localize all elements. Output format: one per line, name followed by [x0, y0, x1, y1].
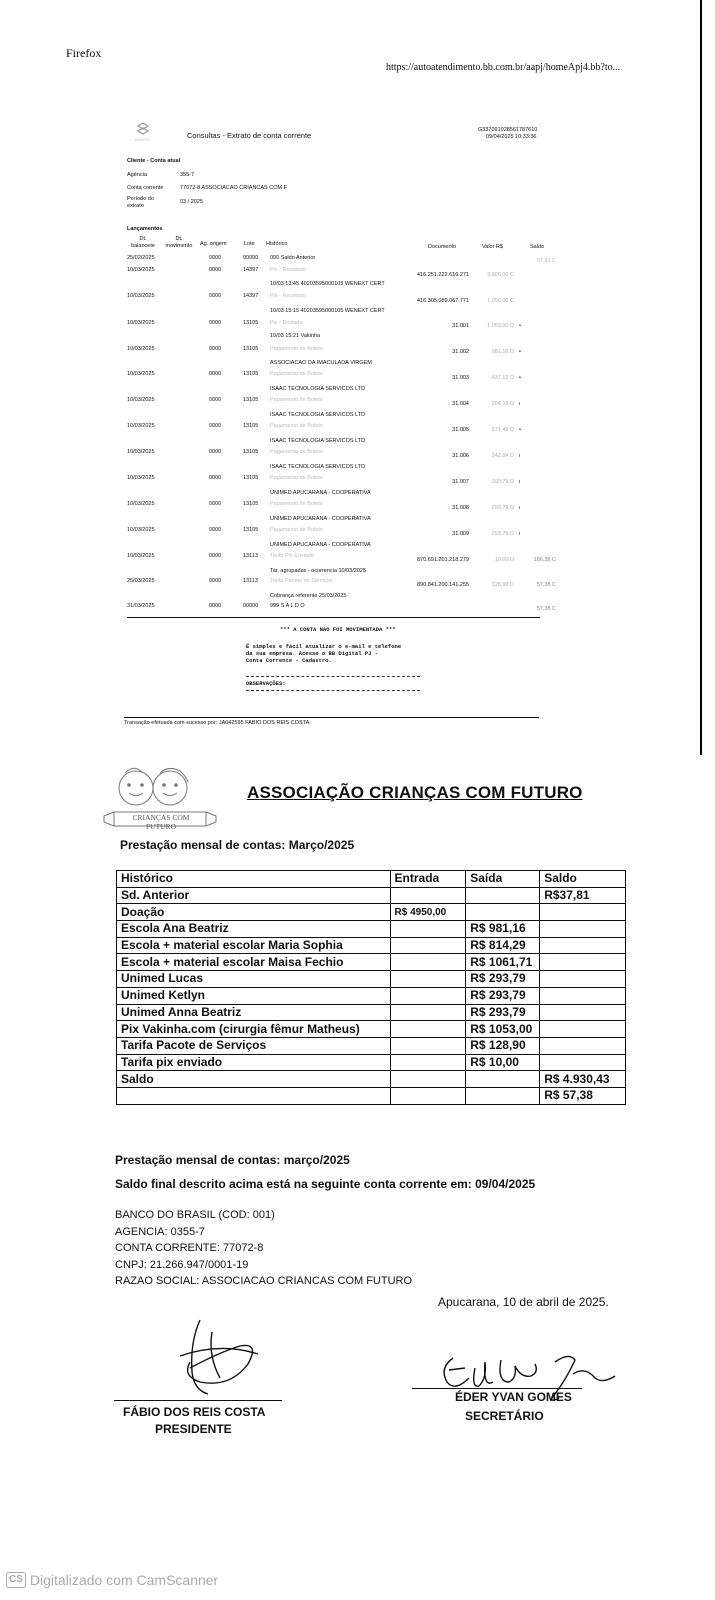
row-history: Pix - Recebido — [270, 293, 306, 299]
row-value: 293,79 D — [491, 479, 514, 485]
row-agency: 0000 — [209, 397, 222, 403]
cell-historico: Saldo — [117, 1071, 391, 1088]
cell-saldo — [540, 937, 626, 954]
row-document: 416.251.222.616.271 — [417, 272, 469, 278]
cell-historico: Tarifa pix enviado — [117, 1054, 391, 1071]
row-history: Pix - Enviado — [270, 320, 303, 326]
row-history: 000 Saldo Anterior — [270, 255, 316, 261]
cell-saida: R$ 814,29 — [466, 937, 540, 954]
cell-saida: R$ 128,90 — [466, 1037, 540, 1054]
statement-row: 10/03/2025 0000 13105 Pagamento de Boleto 31.007 293,79 D ı UNIMED APUCARANA - COOPERATIVA — [127, 475, 521, 496]
row-lot: 13105 — [243, 527, 259, 533]
svg-text:BANCO: BANCO — [135, 137, 150, 142]
col-historico: Histórico — [266, 241, 288, 247]
place-date: Apucarana, 10 de abril de 2025. — [438, 1295, 609, 1309]
row-document: 870.691.201.218.279 — [417, 557, 469, 563]
row-date: 25/03/2025 — [127, 578, 155, 584]
signer-2-role: SECRETÁRIO — [465, 1409, 544, 1423]
table-row — [117, 904, 626, 921]
row-lot: 13105 — [243, 346, 259, 352]
row-history: Pagamento de Boleto — [270, 501, 323, 507]
bank-line: BANCO DO BRASIL (COD: 001) — [115, 1209, 275, 1221]
bank-line: AGENCIA: 0355-7 — [115, 1225, 205, 1238]
statement-row: 10/03/2025 0000 13105 Pagamento de Boleto 31.002 981,16 D • ASSOCIACAO DA IMACULADA VIRGEM — [127, 346, 521, 366]
row-date: 10/03/2025 — [127, 449, 155, 455]
row-history: 999 S A L D O — [270, 603, 305, 609]
report-subtitle: Prestação mensal de contas: Março/2025 — [120, 838, 355, 852]
row-agency: 0000 — [209, 527, 222, 533]
row-balance: 57,38 C — [536, 606, 556, 612]
row-history: Tarifa Pacote de Serviços — [270, 578, 333, 584]
table-row — [117, 1054, 626, 1071]
row-document: 416.305.089.067.771 — [417, 298, 469, 304]
row-detail: UNIMED APUCARANA - COOPERATIVA — [270, 516, 371, 522]
camscanner-watermark — [6, 1571, 218, 1589]
table-row — [117, 1071, 626, 1088]
row-lot: 13105 — [243, 423, 259, 429]
cell-entrada — [390, 971, 466, 988]
row-agency: 0000 — [209, 423, 222, 429]
cell-saida: R$ 1061,71 — [466, 954, 540, 971]
report-line-1: Prestação mensal de contas: março/2025 — [115, 1153, 350, 1167]
cell-saida — [466, 1071, 540, 1088]
col-ag-origem: Ag. origem — [200, 241, 227, 247]
cell-entrada: R$ 4950,00 — [390, 904, 466, 921]
row-history: Pagamento de Boleto — [270, 475, 323, 481]
col-valor: Valor R$ — [482, 244, 503, 250]
row-date: 10/03/2025 — [127, 423, 155, 429]
info-line-3: Conta Corrente - Cadastro. — [246, 657, 332, 664]
row-history: Pix - Recebido — [270, 267, 306, 273]
cell-historico: Unimed Anna Beatriz — [117, 1004, 391, 1021]
row-detail: Tar. agrupadas - ocorrencia 10/03/2025 — [270, 568, 367, 574]
cell-saida: R$ 1053,00 — [466, 1021, 540, 1038]
table-row — [117, 937, 626, 954]
col-documento: Documento — [428, 244, 457, 250]
cell-entrada — [390, 1087, 466, 1104]
cell-entrada — [390, 1054, 466, 1071]
statement-row: 10/03/2025 0000 13105 Pagamento de Boleto 31.003 437,12 D • ISAAC TECNOLOGIA SERVICOS LTD — [127, 371, 521, 392]
row-value: 571,45 D — [491, 427, 514, 433]
row-lot: 13113 — [243, 553, 258, 559]
cell-entrada — [390, 1071, 466, 1088]
signature-line — [412, 1388, 582, 1389]
bank-details — [115, 1207, 412, 1290]
cell-saldo — [540, 904, 626, 921]
row-date: 10/03/2025 — [127, 475, 155, 481]
row-date: 10/03/2025 — [127, 346, 155, 352]
row-history: Pagamento de Boleto — [270, 371, 323, 377]
table-header-row — [117, 871, 626, 888]
header-historico: Histórico — [117, 871, 391, 888]
row-agency: 0000 — [209, 553, 222, 559]
logo-text: CRIANÇAS COM FUTURO — [132, 813, 190, 831]
row-detail: UNIMED APUCARANA - COOPERATIVA — [270, 542, 371, 548]
cell-entrada — [390, 954, 466, 971]
row-agency: 0000 — [209, 346, 222, 352]
row-detail: ISAAC TECNOLOGIA SERVICOS LTD — [270, 464, 366, 470]
cell-saida — [466, 1087, 540, 1104]
cell-saldo — [540, 1004, 626, 1021]
row-date: 25/02/2025 — [127, 255, 155, 261]
row-value: 128,90 D — [491, 582, 514, 588]
cell-saida: R$ 293,79 — [466, 971, 540, 988]
cell-entrada — [390, 937, 466, 954]
row-detail: 10/03 13:45 40203595000105 WENEXT CERT — [270, 281, 385, 287]
cell-saldo: R$ 4.930,43 — [540, 1071, 626, 1088]
cell-saldo — [540, 921, 626, 938]
row-date: 10/03/2025 — [127, 267, 155, 273]
row-detail: 10/03 15:15 40203595000105 WENEXT CERT — [270, 308, 385, 314]
signer-1-name: FÁBIO DOS REIS COSTA — [123, 1405, 266, 1419]
row-date: 31/03/2025 — [127, 603, 155, 609]
col-saldo: Saldo — [530, 244, 545, 250]
row-date: 10/03/2025 — [127, 397, 155, 403]
dashed-rule — [246, 690, 420, 691]
row-history: Pagamento de Boleto — [270, 346, 323, 352]
row-date: 10/03/2025 — [127, 320, 155, 326]
bank-logo-icon — [132, 122, 154, 142]
cell-historico: Unimed Ketlyn — [117, 987, 391, 1004]
cell-historico: Unimed Lucas — [117, 971, 391, 988]
row-balance: 186,38 C — [533, 557, 556, 563]
cell-saida: R$ 293,79 — [466, 1004, 540, 1021]
signer-2-name: ÉDER YVAN GOMES — [455, 1390, 572, 1404]
row-value: 1.050,00 C — [487, 298, 514, 304]
table-row — [117, 987, 626, 1004]
row-agency: 0000 — [209, 449, 222, 455]
table-row — [117, 1021, 626, 1038]
cell-saldo — [540, 971, 626, 988]
row-date: 10/03/2025 — [127, 293, 155, 299]
row-value: 293,79 D — [491, 505, 514, 511]
row-detail: 10/03 15:21 Vakinha — [270, 333, 321, 339]
table-row — [117, 921, 626, 938]
cell-saida: R$ 981,16 — [466, 921, 540, 938]
browser-url: https://autoatendimento.bb.com.br/aapj/homeApj4.bb?to... — [386, 62, 621, 73]
statement-row — [127, 267, 547, 293]
row-agency: 0000 — [209, 475, 222, 481]
table-row — [117, 954, 626, 971]
row-lot: 13105 — [243, 501, 259, 507]
statement-row: 10/03/2025 0000 13105 Pagamento de Boleto 31.005 571,45 D • ISAAC TECNOLOGIA SERVICOS LTD — [127, 423, 521, 444]
cell-saida: R$ 10,00 — [466, 1054, 540, 1071]
cell-historico: Sd. Anterior — [117, 887, 391, 904]
table-row — [117, 1037, 626, 1054]
row-document: 31.003 — [452, 375, 469, 381]
row-history: Pagamento de Boleto — [270, 423, 323, 429]
row-document: 31.007 — [452, 479, 469, 485]
row-document: 31.004 — [452, 401, 469, 407]
statement-datetime: 09/04/2025 10:33:36 — [486, 134, 537, 140]
cell-entrada — [390, 1037, 466, 1054]
cell-historico: Tarifa Pacote de Serviços — [117, 1037, 391, 1054]
statement-row — [127, 553, 556, 579]
row-lot: 00000 — [243, 255, 259, 261]
cell-saldo: R$37,81 — [540, 887, 626, 904]
cell-entrada — [390, 921, 466, 938]
statement-row — [127, 293, 547, 319]
row-date: 10/03/2025 — [127, 553, 155, 559]
row-agency: 0000 — [209, 578, 222, 584]
statement-title: Consultas - Extrato de conta corrente — [187, 131, 312, 140]
table-row — [117, 1087, 626, 1104]
watermark-text: Digitalizado com CamScanner — [29, 1572, 219, 1588]
statement-row: 10/03/2025 0000 13105 Pagamento de Boleto 31.004 204,13 D ı ISAAC TECNOLOGIA SERVICOS LTD — [127, 397, 521, 418]
observations-label: OBSERVAÇÕES: — [246, 680, 286, 687]
cell-saldo — [540, 954, 626, 971]
row-date: 10/03/2025 — [127, 527, 155, 533]
row-value: 1.053,00 D — [487, 323, 514, 329]
page-edge-divider — [700, 0, 715, 755]
row-balance: 37,81 C — [536, 258, 556, 264]
cell-historico: Escola + material escolar Maisa Fechio — [117, 954, 391, 971]
statement-divider — [127, 617, 540, 618]
header-entrada: Entrada — [390, 871, 466, 888]
row-lot: 13105 — [243, 320, 259, 326]
cell-historico: Pix Vakinha.com (cirurgia fêmur Matheus) — [117, 1021, 391, 1038]
row-agency: 0000 — [209, 501, 222, 507]
table-row — [117, 971, 626, 988]
row-lot: 14397 — [243, 267, 259, 273]
cell-historico: Doação — [117, 904, 391, 921]
row-detail: ISAAC TECNOLOGIA SERVICOS LTD — [270, 386, 366, 392]
row-document: 31.006 — [452, 453, 469, 459]
row-agency: 0000 — [209, 255, 222, 261]
row-history: Tarifa Pix Enviado — [270, 553, 315, 559]
row-value: 437,12 D — [491, 375, 514, 381]
cell-entrada — [390, 1021, 466, 1038]
row-document: 31.009 — [452, 531, 469, 537]
report-line-2: Saldo final descrito acima está na seguinte conta corrente em: 09/04/2025 — [115, 1177, 536, 1191]
lancamentos-label: Lançamentos — [127, 226, 163, 232]
row-agency: 0000 — [209, 293, 222, 299]
info-line-1: É simples e fácil atualizar o e-mail e telefone — [246, 643, 402, 650]
row-document: 31.002 — [452, 349, 469, 355]
table-row — [117, 887, 626, 904]
row-detail: UNIMED APUCARANA - COOPERATIVA — [270, 490, 371, 496]
periodo-label: Período do extrato — [127, 196, 154, 209]
conta-value: 77072-8 ASSOCIACAO CRIANCAS COM F — [180, 185, 287, 191]
col-lote: Lote — [244, 241, 255, 247]
row-lot: 00000 — [243, 603, 259, 609]
row-agency: 0000 — [209, 371, 222, 377]
cell-entrada — [390, 987, 466, 1004]
browser-app-name: Firefox — [66, 46, 102, 60]
cell-entrada — [390, 1004, 466, 1021]
info-line-2: da sua empresa. Acesse o BB Digital PJ - — [246, 650, 379, 657]
bank-line: CONTA CORRENTE: 77072-8 — [115, 1242, 264, 1254]
signer-1-role: PRESIDENTE — [155, 1422, 232, 1436]
cell-saida — [466, 887, 540, 904]
cell-saldo: R$ 57,38 — [540, 1087, 626, 1104]
cell-saldo — [540, 1021, 626, 1038]
table-row — [117, 1004, 626, 1021]
header-saida: Saída — [466, 871, 540, 888]
bank-line: CNPJ: 21.266.947/0001-19 — [115, 1258, 249, 1271]
agencia-value: 355-7 — [180, 172, 195, 178]
row-document: 31.001 — [452, 323, 469, 329]
row-history: Pagamento de Boleto — [270, 527, 323, 533]
row-value: 3.900,00 C — [487, 272, 514, 278]
dashed-rule — [246, 676, 420, 677]
row-detail: Cobrança referente 25/03/2025 — [270, 593, 347, 599]
no-movement-note: *** A CONTA NAO FOI MOVIMENTADA *** — [280, 626, 396, 633]
footer-rule — [124, 717, 539, 718]
row-lot: 13105 — [243, 371, 259, 377]
row-balance: 57,38 C — [536, 582, 556, 588]
row-value: 10,00 D — [494, 557, 514, 563]
col-dt-movimento: Dt. movimento — [165, 236, 193, 249]
signature-line — [114, 1400, 282, 1401]
cell-saida — [466, 904, 540, 921]
row-history: Pagamento de Boleto — [270, 449, 323, 455]
cell-saldo — [540, 1054, 626, 1071]
client-label: Cliente - Conta atual — [127, 158, 181, 164]
row-history: Pagamento de Boleto — [270, 397, 323, 403]
cell-saldo — [540, 1037, 626, 1054]
statement-row: 10/03/2025 0000 13105 Pagamento de Boleto 31.008 293,79 D ı UNIMED APUCARANA - COOPERATIVA — [127, 501, 521, 522]
row-lot: 13105 — [243, 475, 259, 481]
row-lot: 13113 — [243, 578, 258, 584]
row-detail: ASSOCIACAO DA IMACULADA VIRGEM — [270, 360, 372, 366]
cell-historico — [117, 1087, 391, 1104]
row-date: 10/03/2025 — [127, 371, 155, 377]
cell-historico: Escola Ana Beatriz — [117, 921, 391, 938]
agencia-label: Agência — [127, 172, 147, 178]
transaction-footer: Transação efetuada com sucesso por: JA042595 FABIO DOS REIS COSTA. — [124, 720, 311, 726]
row-detail: ISAAC TECNOLOGIA SERVICOS LTD — [270, 438, 366, 444]
cell-saida: R$ 293,79 — [466, 987, 540, 1004]
accounts-table — [116, 870, 626, 1105]
cell-entrada — [390, 887, 466, 904]
conta-label: Conta corrente — [127, 185, 164, 191]
statement-row: 10/03/2025 0000 13105 Pagamento de Boleto 31.009 293,79 D ı UNIMED APUCARANA - COOPERATIVA — [127, 527, 521, 548]
signature-presidente — [160, 1312, 270, 1398]
row-document: 890.841.200.141.255 — [417, 582, 469, 588]
statement-code: G337091028561787610 — [478, 127, 538, 133]
row-value: 981,16 D — [491, 349, 514, 355]
cell-historico: Escola + material escolar Maria Sophia — [117, 937, 391, 954]
row-value: 242,84 D — [491, 453, 514, 459]
row-agency: 0000 — [209, 320, 222, 326]
periodo-value: 03 / 2025 — [180, 199, 203, 205]
row-value: 204,13 D — [491, 401, 514, 407]
row-detail: ISAAC TECNOLOGIA SERVICOS LTD — [270, 412, 366, 418]
statement-row: 10/03/2025 0000 13105 Pagamento de Boleto 31.006 242,84 D ı ISAAC TECNOLOGIA SERVICOS LTD — [127, 449, 521, 470]
cell-saldo — [540, 987, 626, 1004]
row-value: 293,79 D — [491, 531, 514, 537]
statement-row — [127, 578, 556, 604]
header-saldo: Saldo — [540, 871, 626, 888]
row-lot: 14397 — [243, 293, 259, 299]
row-document: 31.005 — [452, 427, 469, 433]
row-lot: 13105 — [243, 449, 259, 455]
association-title: ASSOCIAÇÃO CRIANÇAS COM FUTURO — [247, 783, 583, 802]
col-dt-balancete: Dt. balancete — [131, 236, 155, 249]
camscanner-logo-icon: CS — [6, 1572, 26, 1588]
statement-row: 10/03/2025 0000 13105 Pix - Enviado 31.001 1.053,00 D • 10/03 15:21 Vakinha — [127, 320, 521, 339]
row-date: 10/03/2025 — [127, 501, 155, 507]
row-agency: 0000 — [209, 267, 222, 273]
row-document: 31.008 — [452, 505, 469, 511]
row-lot: 13105 — [243, 397, 259, 403]
association-logo — [98, 762, 220, 834]
row-agency: 0000 — [209, 603, 222, 609]
bank-line: RAZAO SOCIAL: ASSOCIACAO CRIANCAS COM FUTURO — [115, 1275, 413, 1287]
